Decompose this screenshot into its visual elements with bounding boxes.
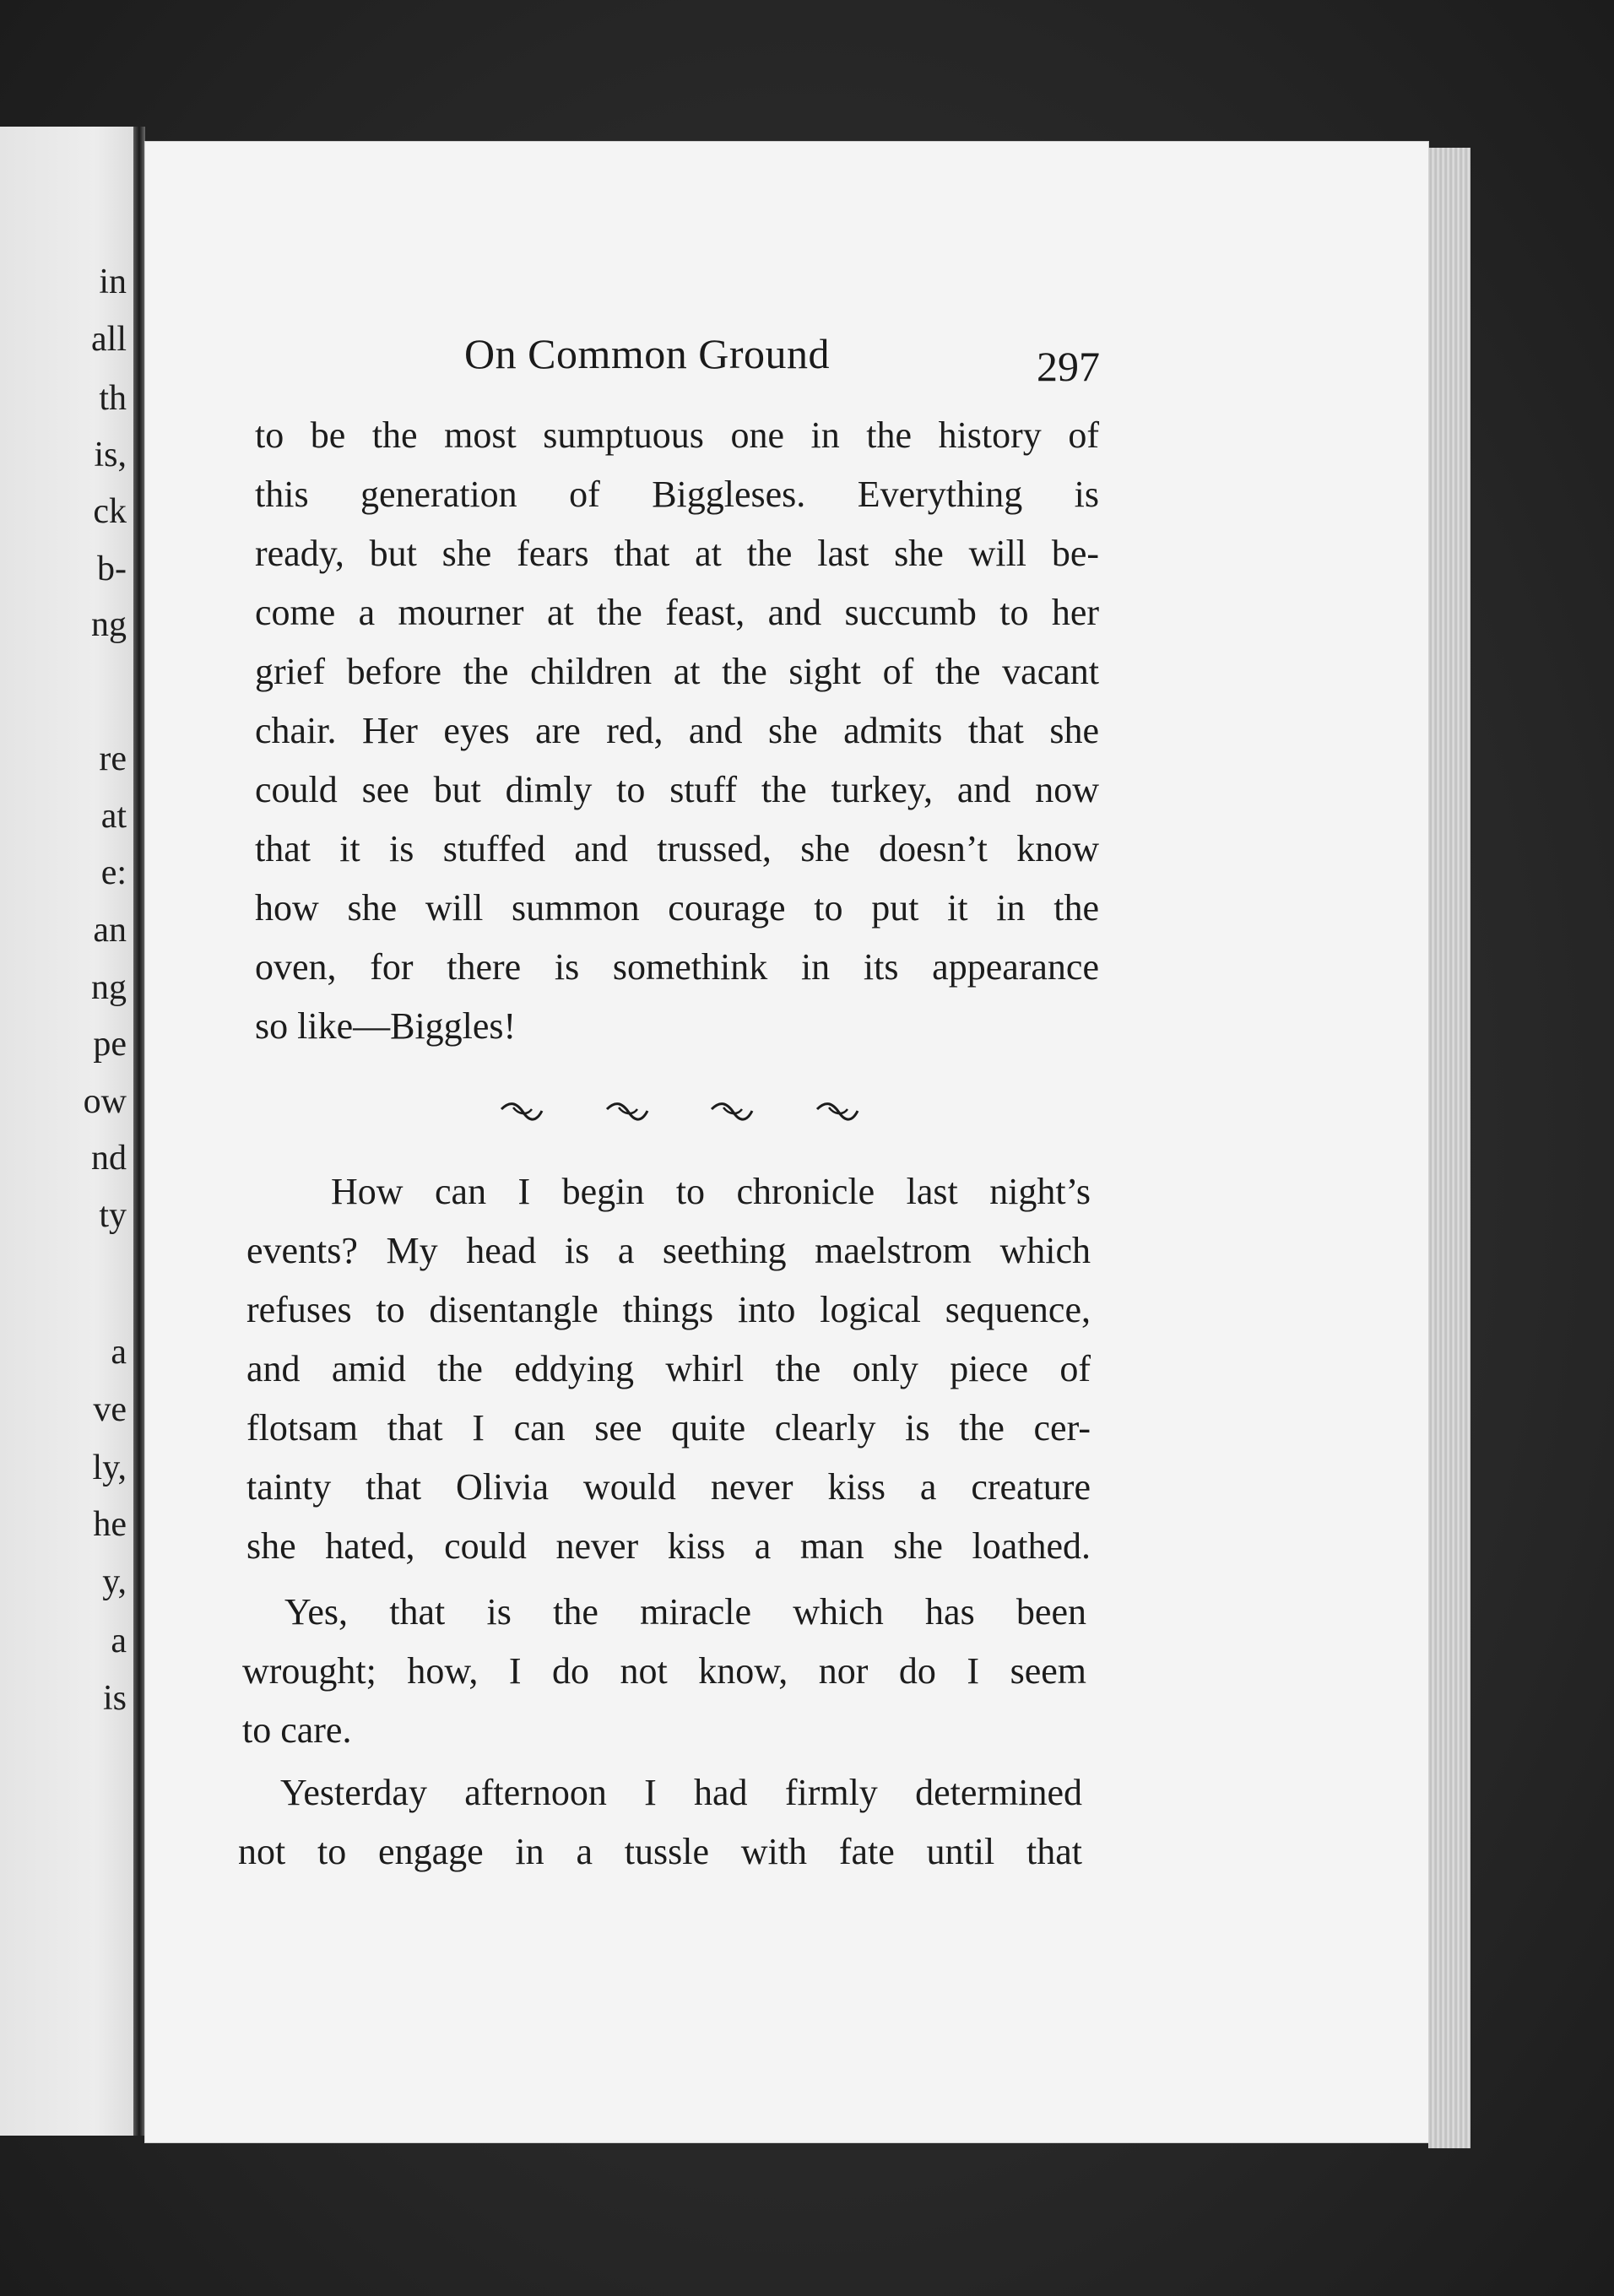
body-text-line: and amid the eddying whirl the only piece of <box>246 1348 1091 1389</box>
left-page-text-fragment: b- <box>97 550 127 588</box>
left-page-text-fragment: re <box>99 739 127 778</box>
left-page-text-fragment: ve <box>93 1390 127 1429</box>
body-text-line: chair. Her eyes are red, and she admits that she <box>255 710 1099 751</box>
left-page-text-fragment: is <box>102 1679 127 1718</box>
body-text-line: grief before the children at the sight of the vacant <box>255 651 1099 692</box>
left-page-text-fragment: ng <box>91 605 127 644</box>
left-page-text-fragment: pe <box>93 1025 127 1064</box>
page-number: 297 <box>1037 343 1100 390</box>
body-text-line: she hated, could never kiss a man she loathed. <box>246 1525 1091 1567</box>
body-text-line: this generation of Biggleses. Everything is <box>255 474 1099 515</box>
body-text-line: tainty that Olivia would never kiss a creature <box>246 1466 1091 1508</box>
wave-ornament-icon <box>708 1097 756 1126</box>
body-text-line: to be the most sumptuous one in the history of <box>255 414 1099 456</box>
wave-ornament-icon <box>498 1097 545 1126</box>
left-page-text-fragment: a <box>111 1622 127 1660</box>
left-page-text-fragment: at <box>100 797 127 836</box>
left-page-text-fragment: ng <box>91 968 127 1007</box>
left-page-text-fragment: in <box>99 263 127 301</box>
running-head: On Common Ground <box>464 330 830 377</box>
left-page-text-fragment: is, <box>94 436 127 474</box>
body-text-line: Yes, that is the miracle which has been <box>284 1591 1086 1633</box>
body-text-line: wrought; how, I do not know, nor do I seem <box>242 1650 1086 1692</box>
left-page-text-fragment: ty <box>99 1196 127 1235</box>
left-page-text-fragment: th <box>99 379 127 418</box>
body-text-line: events? My head is a seething maelstrom which <box>246 1230 1091 1271</box>
left-page-text-fragment: an <box>93 911 127 950</box>
left-page-text-fragment: a <box>111 1333 127 1372</box>
left-facing-page <box>0 127 135 2136</box>
left-page-text-fragment: ck <box>93 492 127 531</box>
body-text-line: so like—Biggles! <box>255 1005 517 1047</box>
body-text-line: that it is stuffed and trussed, she doesn’t know <box>255 828 1099 869</box>
left-page-text-fragment: he <box>93 1505 127 1544</box>
body-text-line: refuses to disentangle things into logical sequence, <box>246 1289 1091 1330</box>
left-page-text-fragment: all <box>91 320 127 359</box>
body-text-line: how she will summon courage to put it in the <box>255 887 1099 929</box>
body-text-line: flotsam that I can see quite clearly is the cer- <box>246 1407 1091 1449</box>
wave-ornament-icon <box>814 1097 861 1126</box>
book-gutter <box>133 127 145 2136</box>
body-text-line: ready, but she fears that at the last she will be- <box>255 533 1099 574</box>
body-text-line: How can I begin to chronicle last night’s <box>331 1171 1091 1212</box>
body-text-line: oven, for there is somethink in its appearance <box>255 946 1099 988</box>
wave-ornament-icon <box>604 1097 651 1126</box>
left-page-text-fragment: nd <box>91 1139 127 1178</box>
body-text-line: to care. <box>242 1709 352 1751</box>
body-text-line: not to engage in a tussle with fate until that <box>238 1831 1082 1872</box>
page-stack-edge <box>1428 148 1470 2148</box>
left-page-text-fragment: ly, <box>92 1449 127 1487</box>
body-text-line: come a mourner at the feast, and succumb to her <box>255 592 1099 633</box>
body-text-line: Yesterday afternoon I had firmly determined <box>280 1772 1082 1813</box>
left-page-text-fragment: ow <box>83 1082 127 1121</box>
right-page <box>145 142 1428 2142</box>
left-page-text-fragment: e: <box>100 853 127 892</box>
body-text-line: could see but dimly to stuff the turkey, and now <box>255 769 1099 810</box>
section-break-ornaments <box>498 1097 861 1131</box>
left-page-text-fragment: y, <box>102 1562 127 1601</box>
